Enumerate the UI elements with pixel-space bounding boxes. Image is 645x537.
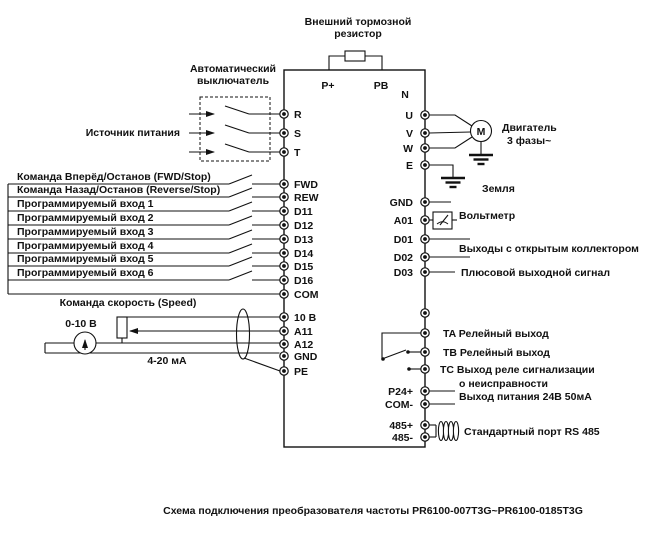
terminal-label-v: V (405, 128, 413, 140)
terminal-e (421, 161, 429, 169)
speed-command-label: Команда скорость (Speed) (59, 297, 197, 309)
relay-common-wire (382, 333, 421, 359)
terminal-label-d12: D12 (294, 220, 314, 232)
relay-blade (382, 350, 406, 359)
terminal-label-a11: A11 (294, 326, 313, 338)
plus-output-label: Плюсовой выходной сигнал (461, 267, 610, 279)
terminal-label-10v: 10 В (294, 312, 317, 324)
digital-inputs (8, 171, 319, 301)
terminal-d13 (280, 235, 288, 243)
terminal-label-rew: REW (294, 192, 319, 204)
switch-blade (229, 175, 252, 184)
terminal-label-gnd-left: GND (294, 351, 318, 363)
breaker-label-line2: выключатель (196, 75, 270, 87)
terminal-tc (421, 365, 429, 373)
input-label-d12: Программируемый вход 2 (17, 212, 154, 224)
brake-resistor-label-line2: резистор (334, 28, 382, 40)
motor-symbol-letter: М (476, 126, 486, 138)
terminal-label-d13: D13 (294, 234, 314, 246)
terminal-label-d14: D14 (294, 248, 314, 260)
terminal-tb (421, 348, 429, 356)
terminal-label-485-plus: 485+ (389, 420, 413, 432)
terminal-label-d03: D03 (393, 267, 413, 279)
wire-v (430, 132, 471, 133)
rs485-label: Стандартный порт RS 485 (464, 426, 600, 438)
resistor-symbol (345, 51, 365, 61)
input-label-fwd: Команда Вперёд/Останов (FWD/Stop) (17, 171, 211, 183)
earth-circuit (406, 160, 515, 195)
voltage-range-label: 0-10 В (65, 318, 97, 330)
terminal-a11 (280, 327, 288, 335)
terminal-w (421, 144, 429, 152)
terminal-label-n: N (401, 89, 409, 101)
potentiometer-symbol (117, 317, 127, 338)
input-label-rew: Команда Назад/Останов (Reverse/Stop) (17, 184, 221, 196)
terminal-label-d01: D01 (393, 234, 413, 246)
speed-command-circuit (45, 297, 318, 378)
input-label-d14: Программируемый вход 4 (17, 240, 154, 252)
terminal-gnd-right (421, 198, 429, 206)
current-range-label: 4-20 мА (147, 355, 187, 367)
wire-e (430, 165, 454, 177)
terminal-10v (280, 313, 288, 321)
wire-pe (244, 358, 280, 371)
switch-blade (229, 216, 252, 225)
terminal-com-minus (421, 400, 429, 408)
fault-relay-label-line1: TC Выход реле сигнализации (440, 364, 595, 376)
switch-blade (229, 271, 252, 280)
terminal-t (280, 148, 288, 156)
terminal-label-485-minus: 485- (391, 432, 413, 444)
terminal-pe (280, 367, 288, 375)
terminal-unlabeled (421, 309, 429, 317)
terminal-label-u: U (405, 110, 413, 122)
terminal-485-minus (421, 433, 429, 441)
terminal-r (280, 110, 288, 118)
terminal-label-a01: A01 (393, 215, 413, 227)
terminal-ta (421, 329, 429, 337)
fault-relay-label-line2: о неисправности (459, 378, 548, 390)
terminal-p24 (421, 387, 429, 395)
output-circuits (390, 197, 639, 279)
terminal-label-d15: D15 (294, 261, 314, 273)
terminal-label-com-minus: COM- (385, 399, 413, 411)
brake-resistor-label-line1: Внешний тормозной (304, 16, 412, 28)
switch-blade (225, 125, 249, 133)
switch-blade (225, 144, 249, 152)
terminal-a01 (421, 216, 429, 224)
terminal-rew (280, 193, 288, 201)
power-output-label: Выход питания 24В 50мА (459, 391, 592, 403)
terminal-a12 (280, 340, 288, 348)
terminal-d01 (421, 235, 429, 243)
switch-blade (229, 202, 252, 211)
terminal-d02 (421, 253, 429, 261)
brake-resistor-circuit (305, 16, 412, 70)
voltmeter-symbol (433, 212, 452, 229)
terminal-d16 (280, 276, 288, 284)
terminal-label-s: S (294, 128, 302, 140)
relay-pivot-dot (381, 357, 385, 361)
relay-output-circuit (381, 309, 595, 390)
terminal-label-pe: PE (294, 366, 309, 378)
terminal-label-p-plus: P+ (321, 80, 335, 92)
relay-contact-dot-tc (407, 367, 411, 371)
earth-label: Земля (482, 183, 515, 195)
terminal-d03 (421, 268, 429, 276)
terminal-fwd (280, 180, 288, 188)
breaker-circuit (86, 63, 302, 161)
terminal-label-r: R (294, 109, 302, 121)
switch-blade (229, 230, 252, 239)
breaker-label-line1: Автоматический (189, 63, 277, 75)
motor-circuit (403, 110, 557, 164)
terminal-label-gnd-right: GND (389, 197, 413, 209)
terminal-d11 (280, 207, 288, 215)
open-collector-label: Выходы с открытым коллектором (459, 243, 639, 255)
wire-u (430, 115, 473, 126)
wire (329, 56, 345, 70)
motor-label-line2: 3 фазы~ (507, 135, 552, 147)
terminal-label-d02: D02 (393, 252, 413, 264)
diagram-caption: Схема подключения преобразователя частоты PR6100-007T3G~PR6100-0185T3G (163, 505, 583, 517)
switch-blade (229, 244, 252, 253)
input-label-d16: Программируемый вход 6 (17, 267, 154, 279)
terminal-label-t: T (294, 147, 301, 159)
relay-ta-label: TA Релейный выход (443, 328, 549, 340)
power-source-label: Источник питания (85, 127, 180, 139)
wire (365, 56, 382, 70)
input-label-d11: Программируемый вход 1 (17, 198, 154, 210)
motor-label-line1: Двигатель (502, 122, 557, 134)
switch-blade (229, 257, 252, 266)
terminal-label-a12: A12 (294, 339, 314, 351)
wire-w (430, 137, 473, 148)
terminal-gnd-left (280, 352, 288, 360)
terminal-com (280, 290, 288, 298)
earth-ground-symbol (441, 178, 465, 187)
terminal-s (280, 129, 288, 137)
terminal-d12 (280, 221, 288, 229)
input-label-d15: Программируемый вход 5 (17, 253, 154, 265)
terminal-label-com: COM (294, 289, 319, 301)
terminal-label-fwd: FWD (294, 179, 318, 191)
twisted-pair-symbol (438, 422, 458, 441)
rs485-circuit (389, 420, 599, 444)
switch-blade (229, 188, 252, 197)
relay-tb-label: TB Релейный выход (443, 347, 550, 359)
terminal-d15 (280, 262, 288, 270)
terminal-485-plus (421, 421, 429, 429)
terminal-label-e: E (405, 160, 413, 172)
terminal-label-d11: D11 (294, 206, 313, 218)
input-label-d13: Программируемый вход 3 (17, 226, 154, 238)
switch-blade (225, 106, 249, 114)
relay-contact-dot-tb (406, 350, 410, 354)
terminal-d14 (280, 249, 288, 257)
terminal-label-d16: D16 (294, 275, 314, 287)
motor-ground-symbol (469, 155, 493, 164)
breaker-dashed-box (200, 97, 270, 161)
terminal-label-w: W (403, 143, 413, 155)
terminal-u (421, 111, 429, 119)
terminal-label-pb: PB (373, 80, 389, 92)
terminal-label-p24: P24+ (388, 386, 413, 398)
voltmeter-label: Вольтметр (459, 210, 516, 222)
terminal-v (421, 129, 429, 137)
